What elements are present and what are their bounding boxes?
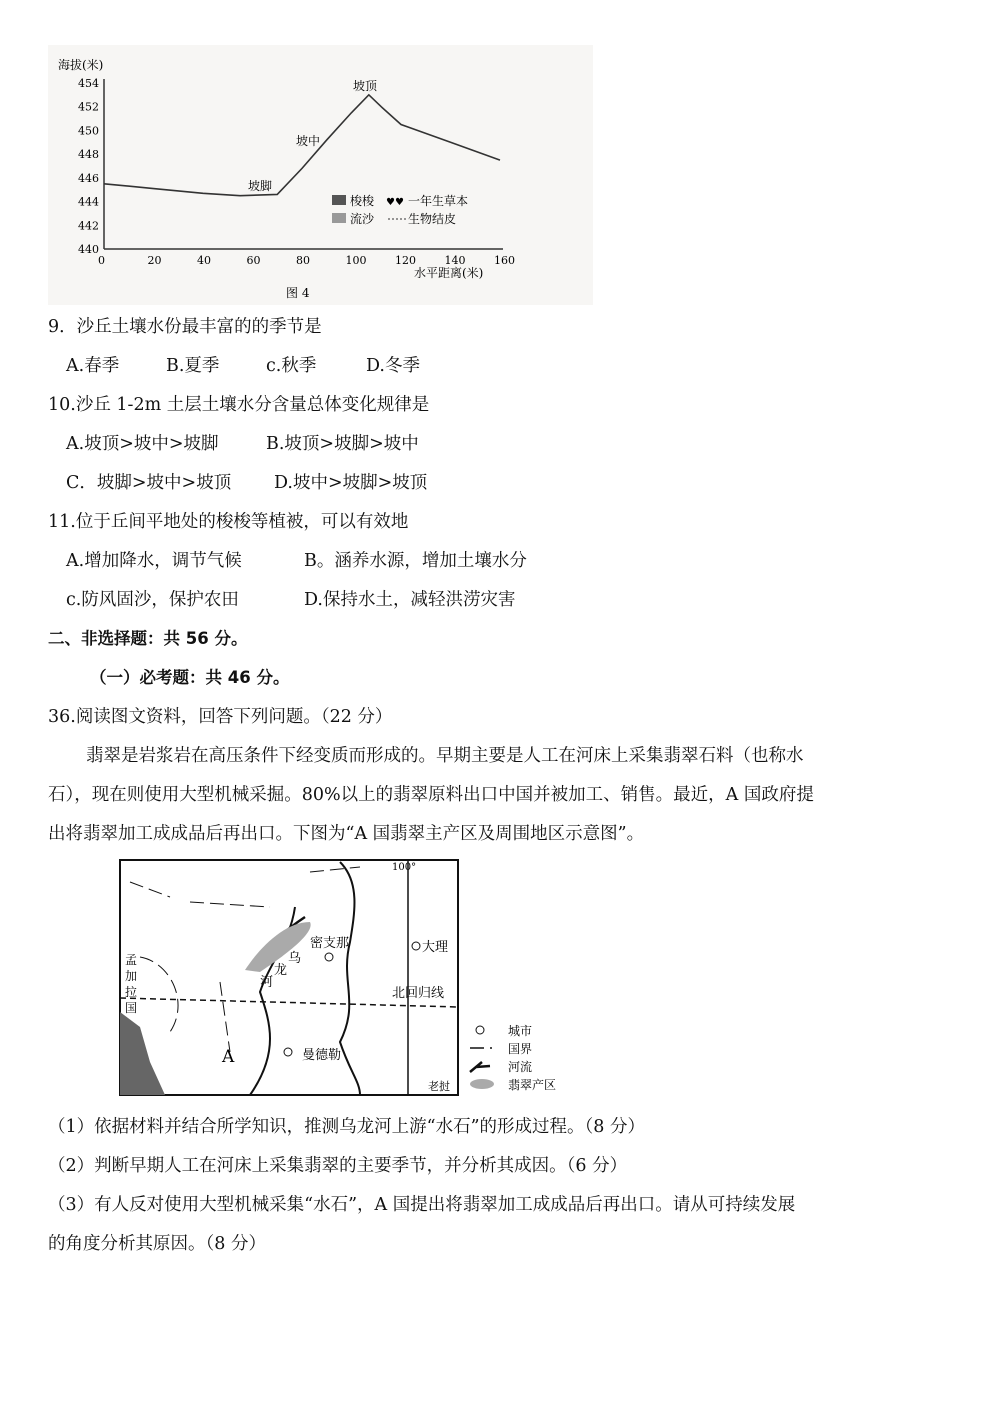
x-tick-label: 0 [98,254,105,267]
y-tick-label: 454 [78,77,99,90]
x-axis-label: 水平距离(米) [414,266,484,280]
q36-sub-3: （3）有人反对使用大型机械采集“水石”，A 国提出将翡翠加工成成品后再出口。请从可持续发展 [48,1195,796,1215]
q9-options [66,354,420,378]
mandalay-city-icon [284,1048,292,1056]
bangladesh-label-3: 拉 [125,985,138,999]
q10-option-c: C．坡脚>坡中>坡顶 [66,473,232,493]
q36-sub-2: （2）判断早期人工在河床上采集翡翠的主要季节，并分析其成因。（6 分） [48,1156,628,1176]
country-a-label: A [222,1047,235,1067]
laos-label: 老挝 [428,1080,450,1093]
bay-of-bengal [120,1012,165,1095]
x-tick-label: 120 [395,254,416,267]
q10-options-row2 [66,471,427,495]
dali-city-icon [412,942,420,950]
bangladesh-label-2: 加 [125,969,138,983]
q36-sub-1: （1）依据材料并结合所学知识，推测乌龙河上游“水石”的形成过程。（8 分） [48,1117,645,1137]
legend-saxaul: 梭梭 [350,194,375,208]
label-middle: 坡中 [296,134,321,148]
legend-border: 国界 [508,1042,533,1056]
mandalay-label: 曼德勒 [302,1048,342,1063]
y-tick-label: 452 [78,100,99,114]
x-tick-label: 20 [147,254,162,267]
dali-label: 大理 [422,940,449,955]
q11-options-row2 [66,588,515,612]
legend-herb: 一年生草本 [408,194,469,208]
q11-option-b: B。涵养水源，增加土壤水分 [304,551,527,571]
jade-region-map [110,852,580,1102]
q11-option-d: D.保持水土，减轻洪涝灾害 [304,590,516,610]
myitkyina-city-icon [325,953,333,961]
x-tick-label: 160 [494,254,515,267]
q10-option-a: A.坡顶>坡中>坡脚 [66,434,219,454]
q9-stem: 9．沙丘土壤水份最丰富的的季节是 [48,317,322,337]
section-2a-heading: （一）必考题：共 46 分。 [90,668,290,687]
q10-stem: 10.沙丘 1-2m 土层土壤水分含量总体变化规律是 [48,395,430,415]
figure-4-dune-profile [48,45,593,305]
legend-jade: 翡翠产区 [508,1078,557,1092]
q36-stem: 36.阅读图文资料，回答下列问题。（22 分） [48,707,393,727]
y-tick-label: 450 [78,124,99,138]
q9-option-b: B.夏季 [166,356,220,376]
q9-option-a: A.春季 [66,356,120,376]
y-tick-label: 446 [78,171,99,185]
q36-para-line-3: 出将翡翠加工成成品后再出口。下图为“A 国翡翠主产区及周围地区示意图”。 [48,824,645,844]
q11-stem: 11.位于丘间平地处的梭梭等植被，可以有效地 [48,512,409,532]
q36-para-line-2: 石），现在则使用大型机械采掘。80%以上的翡翠原料出口中国并被加工、销售。最近，A 国政府提 [48,785,814,805]
q10-option-b: B.坡顶>坡脚>坡中 [266,434,419,454]
q11-option-c: c.防风固沙，保护农田 [66,590,239,610]
herb-legend-icon: ♥♥ [386,197,404,208]
y-axis-label: 海拔(米) [58,58,104,72]
q11-options-row1 [66,549,527,573]
section-2-heading: 二、非选择题：共 56 分。 [48,629,248,648]
q10-options-row1 [66,432,419,456]
myitkyina-label: 密支那 [310,936,350,951]
legend-city-icon [476,1026,484,1034]
y-tick-label: 448 [78,148,99,162]
bangladesh-label-1: 孟 [125,953,138,967]
y-tick-label: 440 [78,243,99,256]
figure-caption: 图 4 [286,286,310,300]
legend-river-icon [470,1062,490,1072]
river-label-1: 乌 [288,951,302,966]
quicksand-legend-icon [332,213,346,223]
legend-city: 城市 [508,1024,533,1038]
y-tick-label: 442 [78,219,99,233]
river-label-3: 河 [260,975,274,990]
legend-jade-icon [470,1079,494,1089]
legend-river: 河流 [508,1060,533,1074]
bangladesh-label-4: 国 [125,1001,138,1015]
q10-option-d: D.坡中>坡脚>坡顶 [274,473,428,493]
x-tick-label: 140 [444,254,466,267]
q9-option-d: D.冬季 [366,356,420,376]
x-tick-label: 40 [197,254,211,267]
legend-crust: 生物结皮 [408,212,457,226]
q36-sub-3-cont: 的角度分析其原因。（8 分） [48,1234,266,1254]
lon-label: 100° [392,862,417,873]
saxaul-legend-icon [332,195,346,205]
q9-option-c: c.秋季 [266,356,317,376]
river-label-2: 龙 [274,963,288,978]
tropic-label: 北回归线 [392,986,445,1001]
q11-option-a: A.增加降水，调节气候 [66,551,242,571]
q36-para-line-1: 翡翠是岩浆岩在高压条件下经变质而形成的。早期主要是人工在河床上采集翡翠石料（也称水 [86,746,804,766]
river-east [340,862,360,1095]
x-tick-label: 60 [246,254,261,267]
x-tick-label: 100 [345,254,367,267]
legend-quicksand: 流沙 [350,212,375,226]
label-top: 坡顶 [353,79,378,93]
x-tick-label: 80 [296,254,310,267]
label-foot: 坡脚 [248,179,273,193]
y-tick-label: 444 [78,195,99,209]
